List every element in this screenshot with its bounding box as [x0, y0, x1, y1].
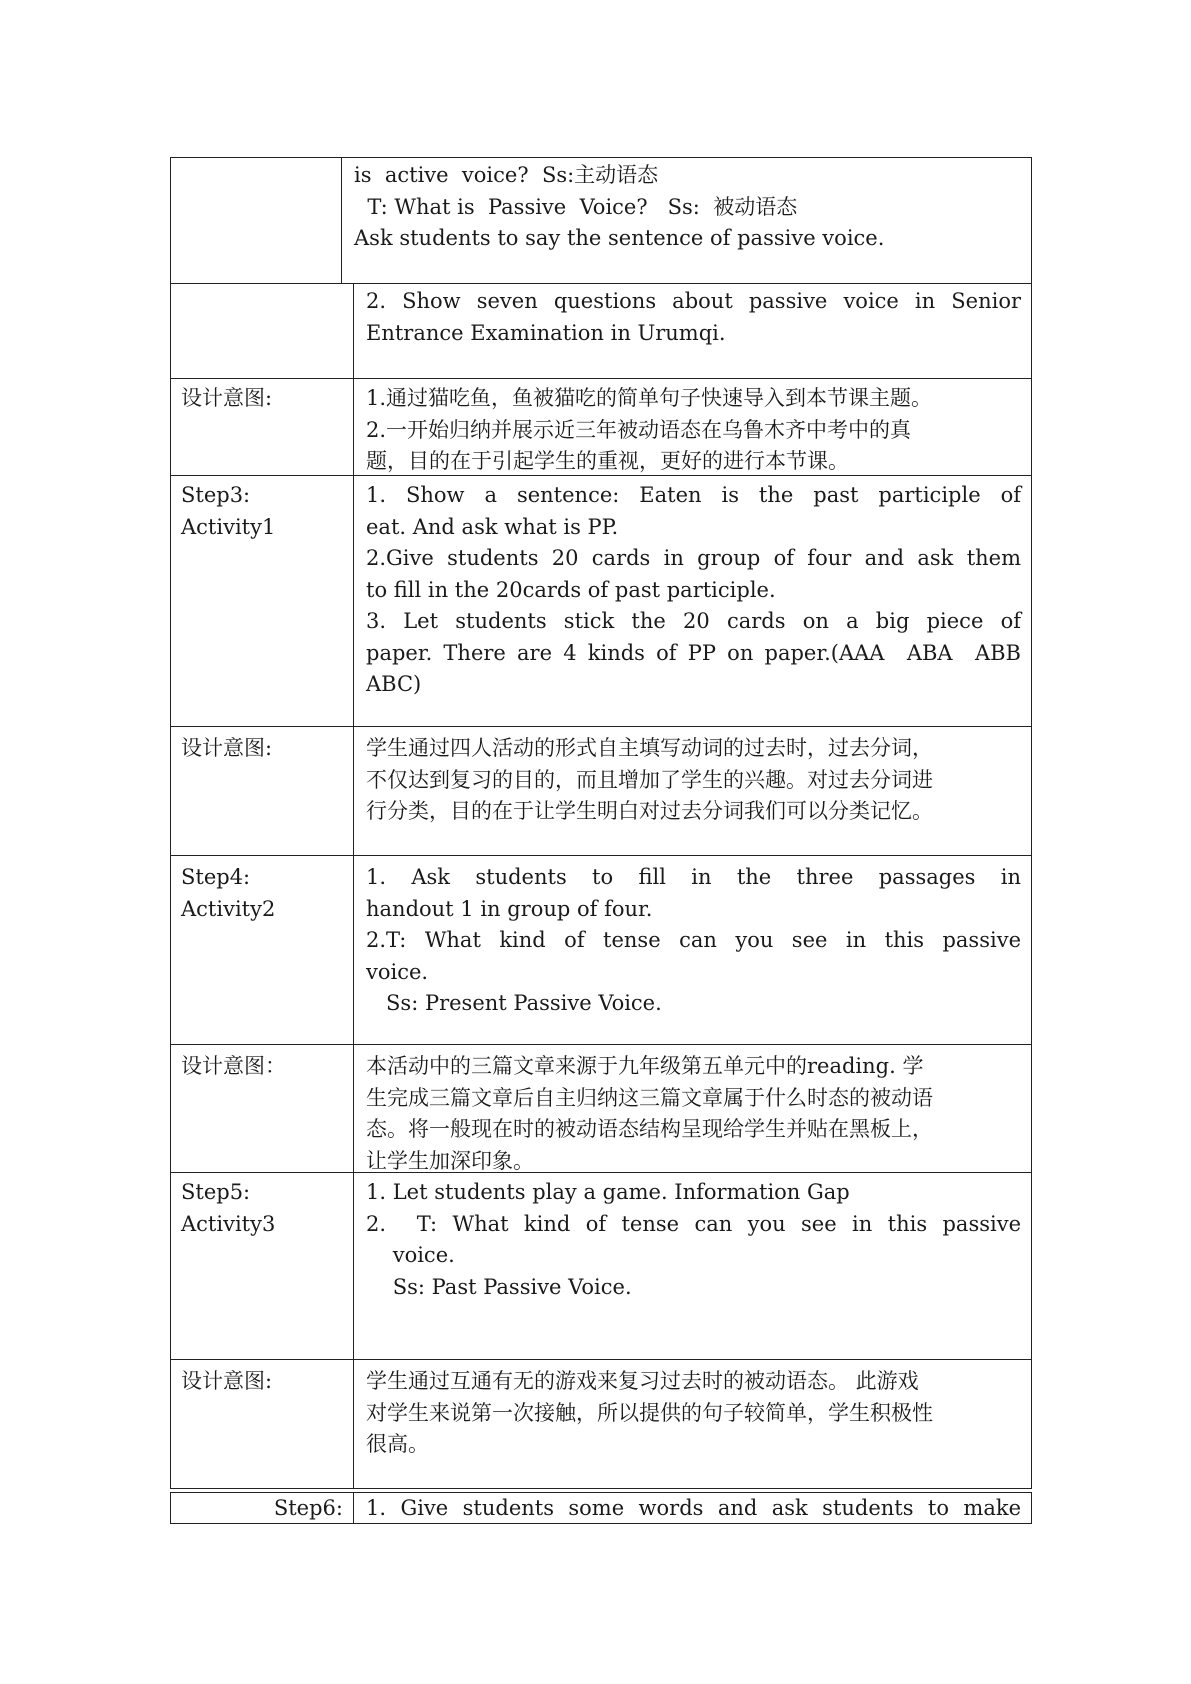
content-line: paper. There are 4 kinds of PP on paper.(AAA ABA ABB [366, 640, 1021, 665]
table-row [170, 1492, 1032, 1524]
content-line: 学生通过四人活动的形式自主填写动词的过去时，过去分词， [366, 736, 933, 760]
row-label [171, 1045, 354, 1172]
table-row [170, 379, 1032, 476]
row-label [171, 476, 354, 726]
step-label: Step3: Activity1 [181, 483, 276, 539]
content-line: is active voice? Ss:主动语态 [354, 163, 659, 187]
content-line: 态。将一般现在时的被动语态结构呈现给学生并贴在黑板上， [366, 1117, 933, 1141]
table-row [170, 284, 1032, 379]
content-line: 题，目的在于引起学生的重视，更好的进行本节课。 [366, 449, 849, 473]
content-line: 学生通过互通有无的游戏来复习过去时的被动语态。 此游戏 [366, 1369, 919, 1393]
table-row [170, 856, 1032, 1045]
content-line: 2.一开始归纳并展示近三年被动语态在乌鲁木齐中考中的真 [366, 417, 912, 442]
content-line: 1.通过猫吃鱼，鱼被猫吃的简单句子快速导入到本节课主题。 [366, 386, 933, 410]
content-line: 让学生加深印象。 [366, 1148, 534, 1173]
content-line: 3. Let students stick the 20 cards on a big piece of [366, 609, 1021, 633]
step-label: Step4: Activity2 [181, 865, 276, 921]
row-content [354, 1493, 1031, 1529]
content-line: 2. Show seven questions about passive voice in Senior [366, 289, 1021, 313]
row-content [342, 158, 1031, 259]
content-line: T: What is Passive Voice? Ss: 被动语态 [354, 194, 798, 219]
content-line: 1. Let students play a game. Information Gap [366, 1180, 850, 1204]
design-intent-label: 设计意图： [181, 1054, 286, 1078]
row-content [354, 1045, 1031, 1181]
content-line: 生完成三篇文章后自主归纳这三篇文章属于什么时态的被动语 [366, 1085, 933, 1110]
content-line: 行分类，目的在于让学生明白对过去分词我们可以分类记忆。 [366, 799, 933, 823]
content-line: 1. Show a sentence: Eaten is the past participle of [366, 483, 1021, 507]
design-intent-label: 设计意图: [181, 1369, 273, 1393]
content-line: 不仅达到复习的目的，而且增加了学生的兴趣。对过去分词进 [366, 767, 933, 792]
content-line: 1. Ask students to fill in the three passages in [366, 865, 1021, 889]
row-label [171, 158, 342, 283]
row-content [354, 1173, 1031, 1307]
table-row [170, 1173, 1032, 1360]
content-line: voice. [366, 1243, 455, 1267]
table-row [170, 476, 1032, 727]
row-content [354, 379, 1031, 482]
row-content [354, 1360, 1031, 1465]
content-line: 2.T: What kind of tense can you see in this passive [366, 928, 1021, 952]
content-line: 2. T: What kind of tense can you see in this passive [366, 1211, 1021, 1236]
row-label [171, 727, 354, 855]
table-row [170, 1360, 1032, 1489]
content-line: ABC) [366, 672, 422, 696]
content-line: Entrance Examination in Urumqi. [366, 320, 726, 345]
row-label [171, 856, 354, 1044]
row-label [171, 1173, 354, 1359]
content-line: Ss: Past Passive Voice. [366, 1274, 632, 1299]
step-label: Step6: [273, 1496, 343, 1520]
table-row [170, 727, 1032, 856]
row-content [354, 856, 1031, 1024]
content-line: eat. And ask what is PP. [366, 514, 619, 539]
row-content [354, 727, 1031, 832]
table-row [170, 157, 1032, 284]
lesson-plan-table [170, 157, 1032, 1524]
content-line: to fill in the 20cards of past participle. [366, 577, 776, 602]
row-label [171, 1493, 354, 1523]
content-line: 本活动中的三篇文章来源于九年级第五单元中的reading. 学 [366, 1054, 924, 1078]
row-label [171, 284, 354, 378]
content-line: handout 1 in group of four. [366, 896, 653, 921]
row-label [171, 379, 354, 475]
row-label [171, 1360, 354, 1488]
content-line: 对学生来说第一次接触，所以提供的句子较简单，学生积极性 [366, 1400, 933, 1425]
design-intent-label: 设计意图: [181, 736, 273, 760]
content-line: Ss: Present Passive Voice. [366, 991, 662, 1015]
table-row [170, 1045, 1032, 1173]
content-line: voice. [366, 959, 429, 984]
row-content [354, 284, 1031, 353]
step-label: Step5: Activity3 [181, 1180, 276, 1236]
content-line: 1. Give students some words and ask students to make [366, 1496, 1021, 1520]
design-intent-label: 设计意图: [181, 386, 273, 410]
content-line: Ask students to say the sentence of passive voice. [354, 226, 885, 250]
content-line: 很高。 [366, 1432, 429, 1456]
row-content [354, 476, 1031, 705]
content-line: 2.Give students 20 cards in group of four and ask them [366, 546, 1021, 570]
